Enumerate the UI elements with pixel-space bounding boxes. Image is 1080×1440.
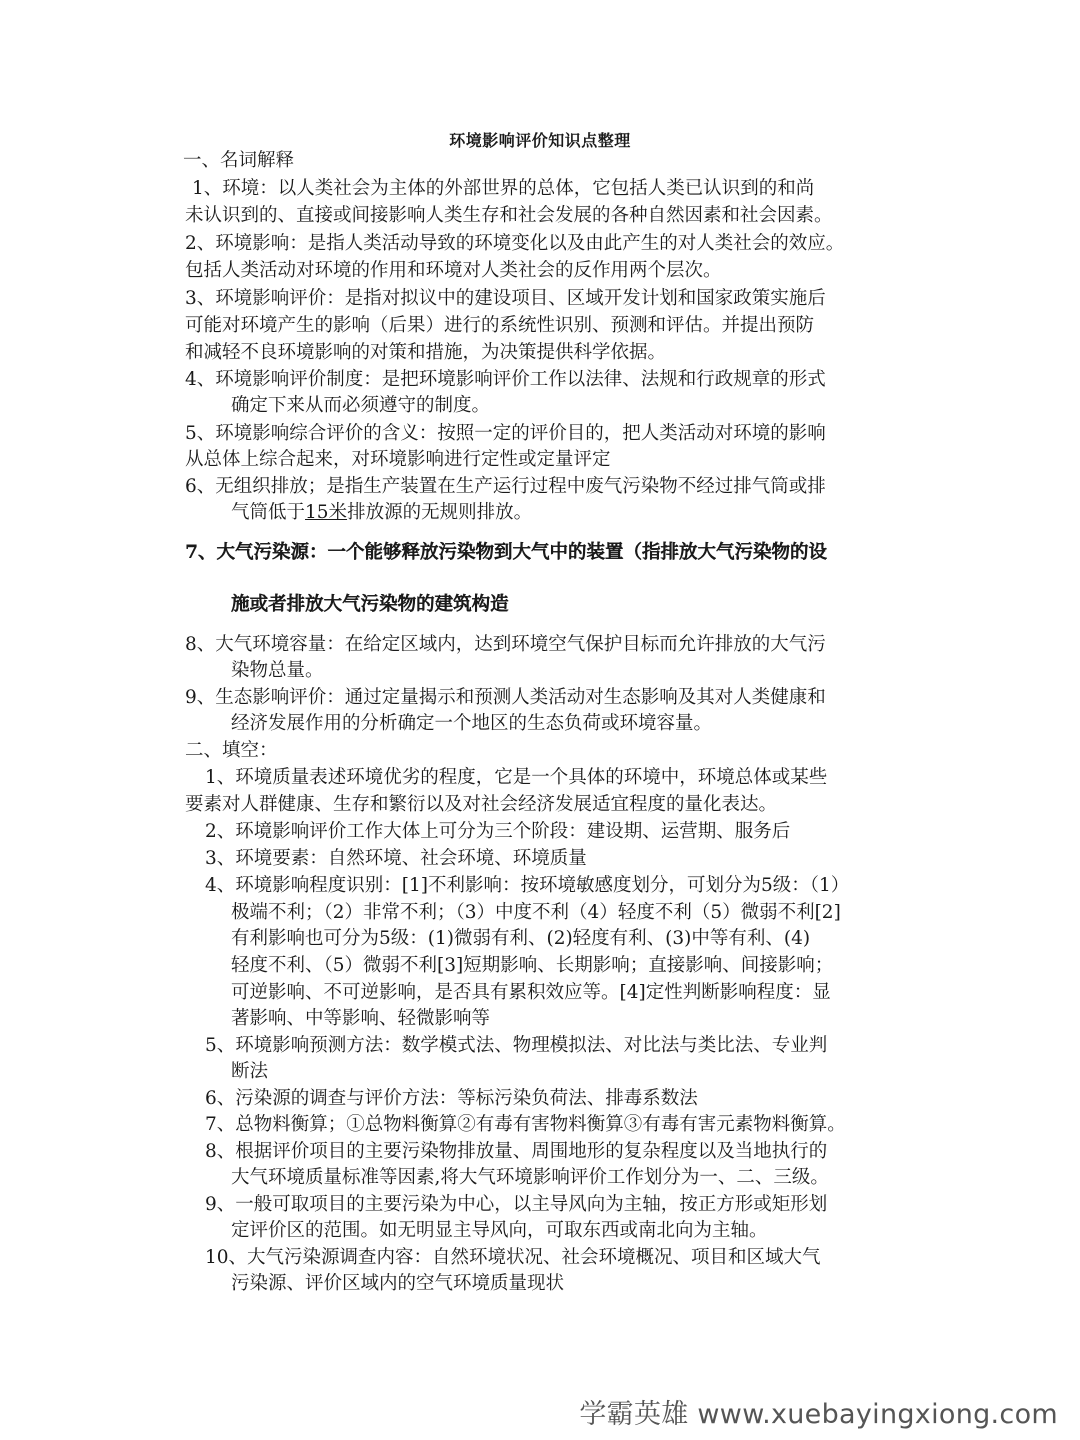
paragraph-line: 10、大气污染源调查内容：自然环境状况、社会环境概况、项目和区域大气 [205,1247,821,1268]
paragraph-line: 5、环境影响综合评价的含义：按照一定的评价目的，把人类活动对环境的影响 [185,423,826,444]
paragraph-line: 7、总物料衡算；①总物料衡算②有毒有害物料衡算③有毒有害元素物料衡算。 [205,1114,846,1135]
section-heading: 二、填空： [185,740,278,761]
paragraph-line: 3、环境影响评价：是指对拟议中的建设项目、区域开发计划和国家政策实施后 [185,288,826,309]
paragraph-line: 2、环境影响评价工作大体上可分为三个阶段：建设期、运营期、服务后 [205,821,791,842]
paragraph-line: 从总体上综合起来，对环境影响进行定性或定量评定 [185,449,611,470]
paragraph-line: 包括人类活动对环境的作用和环境对人类社会的反作用两个层次。 [185,260,722,281]
paragraph-line: 6、无组织排放；是指生产装置在生产运行过程中废气污染物不经过排气筒或排 [185,476,826,497]
section-heading: 一、名词解释 [183,150,295,171]
paragraph-line: 8、根据评价项目的主要污染物排放量、周围地形的复杂程度以及当地执行的 [205,1141,828,1162]
paragraph-line: 定评价区的范围。如无明显主导风向，可取东西或南北向为主轴。 [231,1220,768,1241]
paragraph-line: 8、大气环境容量：在给定区域内，达到环境空气保护目标而允许排放的大气污 [185,634,826,655]
underlined-text: 15米 [305,502,348,523]
paragraph-line: 9、生态影响评价：通过定量揭示和预测人类活动对生态影响及其对人类健康和 [185,687,826,708]
paragraph-line: 轻度不利、（5）微弱不利[3]短期影响、长期影响；直接影响、间接影响； [231,955,834,976]
watermark: 学霸英雄 www.xuebayingxiong.com [579,1399,1058,1430]
paragraph-line: 大气环境质量标准等因素,将大气环境影响评价工作划分为一、二、三级。 [231,1167,829,1188]
paragraph-line: 9、一般可取项目的主要污染为中心，以主导风向为主轴，按正方形或矩形划 [205,1194,828,1215]
text-span: 排放源的无规则排放。 [347,502,533,523]
document-title: 环境影响评价知识点整理 [449,131,631,150]
paragraph-line-bold: 施或者排放大气污染物的建筑构造 [231,594,509,615]
paragraph-line: 可逆影响、不可逆影响，是否具有累积效应等。[4]定性判断影响程度：显 [231,982,831,1003]
paragraph-line: 著影响、中等影响、轻微影响等 [231,1008,491,1029]
paragraph-line: 4、环境影响程度识别：[1]不利影响：按环境敏感度划分，可划分为5级：（1） [205,875,850,896]
paragraph-line: 断法 [231,1061,269,1082]
paragraph-line-bold: 7、大气污染源：一个能够释放污染物到大气中的装置（指排放大气污染物的设 [185,542,827,563]
paragraph-line: 染物总量。 [231,660,324,681]
paragraph-line: 3、环境要素：自然环境、社会环境、环境质量 [205,848,587,869]
paragraph-line: 可能对环境产生的影响（后果）进行的系统性识别、预测和评估。并提出预防 [185,315,815,336]
paragraph-line: 有利影响也可分为5级：(1)微弱有利、(2)轻度有利、(3)中等有利、(4) [231,928,811,949]
paragraph-line: 1、环境：以人类社会为主体的外部世界的总体，它包括人类已认识到的和尚 [192,178,815,199]
paragraph-line: 污染源、评价区域内的空气环境质量现状 [231,1273,565,1294]
paragraph-line: 确定下来从而必须遵守的制度。 [231,395,491,416]
paragraph-line: 6、污染源的调查与评价方法：等标污染负荷法、排毒系数法 [205,1088,698,1109]
text-span: 气筒低于 [231,502,306,523]
paragraph-line: 1、环境质量表述环境优劣的程度，它是一个具体的环境中，环境总体或某些 [205,767,828,788]
paragraph-line: 4、环境影响评价制度：是把环境影响评价工作以法律、法规和行政规章的形式 [185,369,826,390]
paragraph-line: 极端不利；（2）非常不利；（3）中度不利（4）轻度不利（5）微弱不利[2] [231,902,841,923]
paragraph-line: 经济发展作用的分析确定一个地区的生态负荷或环境容量。 [231,713,713,734]
paragraph-line: 要素对人群健康、生存和繁衍以及对社会经济发展适宜程度的量化表达。 [185,794,778,815]
paragraph-line: 2、环境影响：是指人类活动导致的环境变化以及由此产生的对人类社会的效应。 [185,233,845,254]
paragraph-line [231,500,532,526]
paragraph-line: 和减轻不良环境影响的对策和措施，为决策提供科学依据。 [185,342,667,363]
paragraph-line: 未认识到的、直接或间接影响人类生存和社会发展的各种自然因素和社会因素。 [185,205,833,226]
paragraph-line: 5、环境影响预测方法：数学模式法、物理模拟法、对比法与类比法、专业判 [205,1035,828,1056]
